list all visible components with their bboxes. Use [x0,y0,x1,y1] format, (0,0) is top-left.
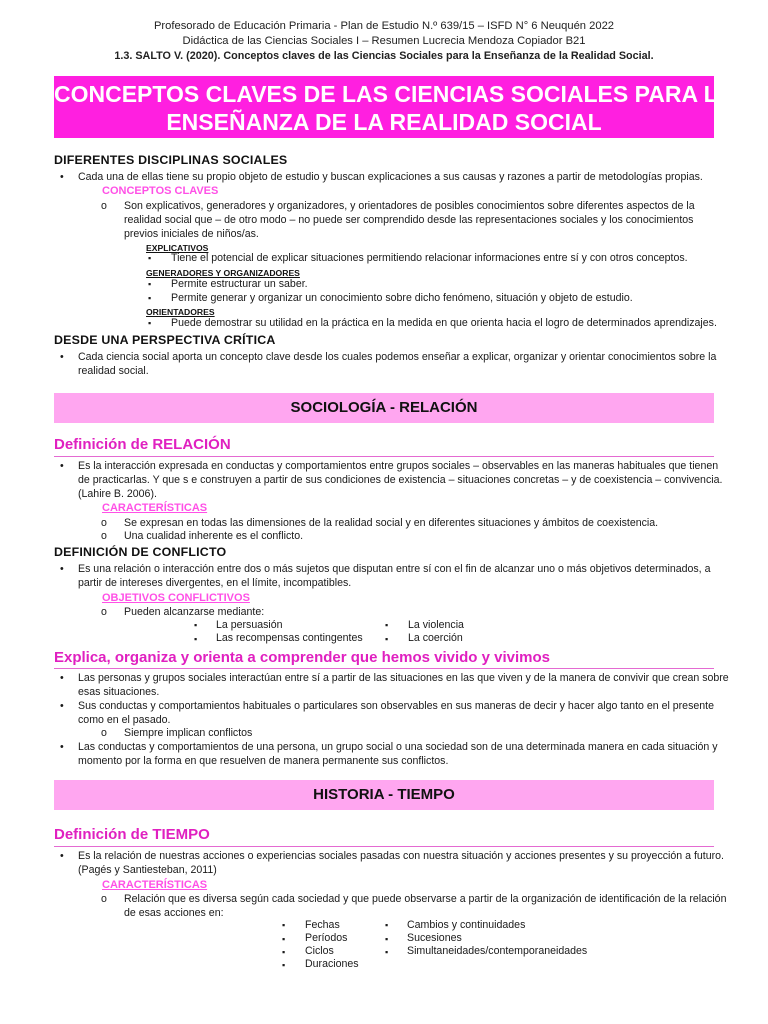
tiempo-item: Períodos [305,932,348,944]
square-glyph: ▪ [148,253,152,263]
label-objetivos-conflictivos: OBJETIVOS CONFLICTIVOS [102,592,250,604]
square-glyph: ▪ [282,960,286,970]
tiempo-item: Fechas [305,919,340,931]
label-generadores: GENERADORES Y ORGANIZADORES [146,268,300,278]
conflict-item: La persuasión [216,619,283,631]
relacion-car-2: Una cualidad inherente es el conflicto. [124,530,304,542]
tiempo-item: Sucesiones [407,932,462,944]
s1-bullet-text: Cada una de ellas tiene su propio objeto de estudio y buscan explicaciones a sus causas y razones a partir de metodologías propias. [78,171,703,183]
tiempo-line-2: (Pagés y Santiesteban, 2011) [78,864,217,876]
explicativos-item-1: Tiene el potencial de explicar situaciones permitiendo relacionar informaciones entre sí y con otros conceptos. [171,252,688,264]
s1-sub-text-2: realidad social que – de otro modo – no puede ser comprendido desde las representaciones sociales y los conocimientos [124,214,694,226]
bullet-glyph: • [60,672,64,684]
relacion-line-3: (Lahire B. 2006). [78,488,157,500]
s2-bullet-line-2: realidad social. [78,365,149,377]
divider [54,668,714,669]
generadores-item-2: Permite generar y organizar un conocimiento sobre dicho fenómeno, situación y objeto de estudio. [171,292,633,304]
square-glyph: ▪ [385,947,389,957]
label-caracteristicas-relacion: CARACTERÍSTICAS [102,502,208,514]
conflicto-line-1: Es una relación o interacción entre dos o más sujetos que disputan entre sí con el fin de alcanzar uno o más objetivos determinados, a [78,563,711,575]
square-glyph: ▪ [282,947,286,957]
circle-glyph: o [101,517,107,529]
relacion-car-1: Se expresan en todas las dimensiones de la realidad social y en diferentes situaciones y ámbitos de coexistencia. [124,517,659,529]
square-glyph: ▪ [148,293,152,303]
explica-b2-line-1: Sus conductas y comportamientos habituales o particulares son observables en sus maneras de decir y hacer algo tanto en el presente [78,700,714,712]
def-tiempo-title: Definición de TIEMPO [54,826,210,843]
bullet-glyph: • [60,460,64,472]
bullet-glyph: • [60,171,64,183]
tiempo-item: Duraciones [305,958,359,970]
circle-glyph: o [101,200,107,212]
circle-glyph: o [101,606,107,618]
explica-b2-line-2: como en el pasado. [78,714,171,726]
square-glyph: ▪ [148,318,152,328]
explica-b1-line-2: esas situaciones. [78,686,160,698]
orientadores-item-1: Puede demostrar su utilidad en la práctica en la medida en que orienta hacia el logro de determinados aprendizajes. [171,317,717,329]
square-glyph: ▪ [148,279,152,289]
bullet-glyph: • [60,741,64,753]
doc-header-line-2: Didáctica de las Ciencias Sociales I – Resumen Lucrecia Mendoza Copiador B21 [182,35,586,47]
doc-header-line-3: 1.3. SALTO V. (2020). Conceptos claves de las Ciencias Sociales para la Enseñanza de la Realidad Social. [114,50,654,62]
square-glyph: ▪ [385,634,389,644]
s2-bullet-line-1: Cada ciencia social aporta un concepto clave desde los cuales podemos enseñar a explicar, organizar y orientar conocimientos sobre la [78,351,717,363]
objetivos-item-1: Pueden alcanzarse mediante: [124,606,265,618]
bullet-glyph: • [60,563,64,575]
generadores-item-1: Permite estructurar un saber. [171,278,308,290]
bullet-glyph: • [60,351,64,363]
tiempo-item: Ciclos [305,945,334,957]
label-caracteristicas-tiempo: CARACTERÍSTICAS [102,879,208,891]
square-glyph: ▪ [385,934,389,944]
heading-disciplinas: DIFERENTES DISCIPLINAS SOCIALES [54,153,288,167]
tiempo-car-2: de esas acciones en: [124,907,224,919]
s1-sub-text-3: previos iniciales de niños/as. [124,228,259,240]
relacion-line-1: Es la interacción expresada en conductas y comportamientos entre grupos sociales – observables en las maneras habituales que tienen [78,460,719,472]
tiempo-item: Simultaneidades/contemporaneidades [407,945,588,957]
title-line-1: CONCEPTOS CLAVES DE LAS CIENCIAS SOCIALES PARA LA [54,81,735,107]
title-banner [54,76,735,138]
heading-conflicto: DEFINICIÓN DE CONFLICTO [54,545,227,559]
explica-b3-line-1: Las conductas y comportamientos de una persona, un grupo social o una sociedad son de una determinada manera en cada situación y [78,741,718,753]
tiempo-item: Cambios y continuidades [407,919,526,931]
heading-perspectiva-critica: DESDE UNA PERSPECTIVA CRÍTICA [54,333,276,347]
label-conceptos-claves: CONCEPTOS CLAVES [102,185,219,197]
explica-b2-sub: Siempre implican conflictos [124,727,253,739]
divider [54,846,714,847]
def-relacion-title: Definición de RELACIÓN [54,436,231,453]
label-explicativos: EXPLICATIVOS [146,243,209,253]
tiempo-line-1: Es la relación de nuestras acciones o experiencias sociales pasadas con nuestra situación y acciones presentes y su proyección a futuro. [78,850,724,862]
circle-glyph: o [101,893,107,905]
square-glyph: ▪ [385,620,389,630]
s1-sub-text-1: Son explicativos, generadores y organizadores, y orientadores de posibles conocimientos sobre diferentes aspectos de la [124,200,695,212]
doc-header-line-1: Profesorado de Educación Primaria - Plan de Estudio N.º 639/15 – ISFD N° 6 Neuquén 2022 [153,20,615,32]
band-historia-tiempo: HISTORIA - TIEMPO [54,780,714,810]
band-sociologia-relacion: SOCIOLOGÍA - RELACIÓN [54,393,714,423]
square-glyph: ▪ [194,634,198,644]
label-orientadores: ORIENTADORES [146,307,215,317]
square-glyph: ▪ [385,920,389,930]
square-glyph: ▪ [194,620,198,630]
bullet-glyph: • [60,850,64,862]
explica-title: Explica, organiza y orienta a comprender que hemos vivido y vivimos [54,649,550,666]
circle-glyph: o [101,727,107,739]
divider [54,456,714,457]
square-glyph: ▪ [282,920,286,930]
conflict-item: La coerción [408,632,463,644]
conflicto-line-2: partir de intereses divergentes, en el límite, incompatibles. [78,577,352,589]
square-glyph: ▪ [282,934,286,944]
tiempo-car-1: Relación que es diversa según cada sociedad y que puede observarse a partir de la organización de identificación de la relación [124,893,727,905]
bullet-glyph: • [60,700,64,712]
relacion-line-2: de practicarlas. Y que s e construyen a partir de sus condiciones de existencia – situaciones concretas – y de coexistencia – convivencia. [78,474,723,486]
conflict-item: La violencia [408,619,464,631]
circle-glyph: o [101,530,107,542]
conflict-item: Las recompensas contingentes [216,632,363,644]
explica-b1-line-1: Las personas y grupos sociales interactúan entre sí a partir de las situaciones en las que viven y de la manera de convivir que crean sobre [78,672,729,684]
explica-b3-line-2: momento por la forma en que resuelven de manera permanente sus conflictos. [78,755,449,767]
title-line-2: ENSEÑANZA DE LA REALIDAD SOCIAL [166,109,602,135]
